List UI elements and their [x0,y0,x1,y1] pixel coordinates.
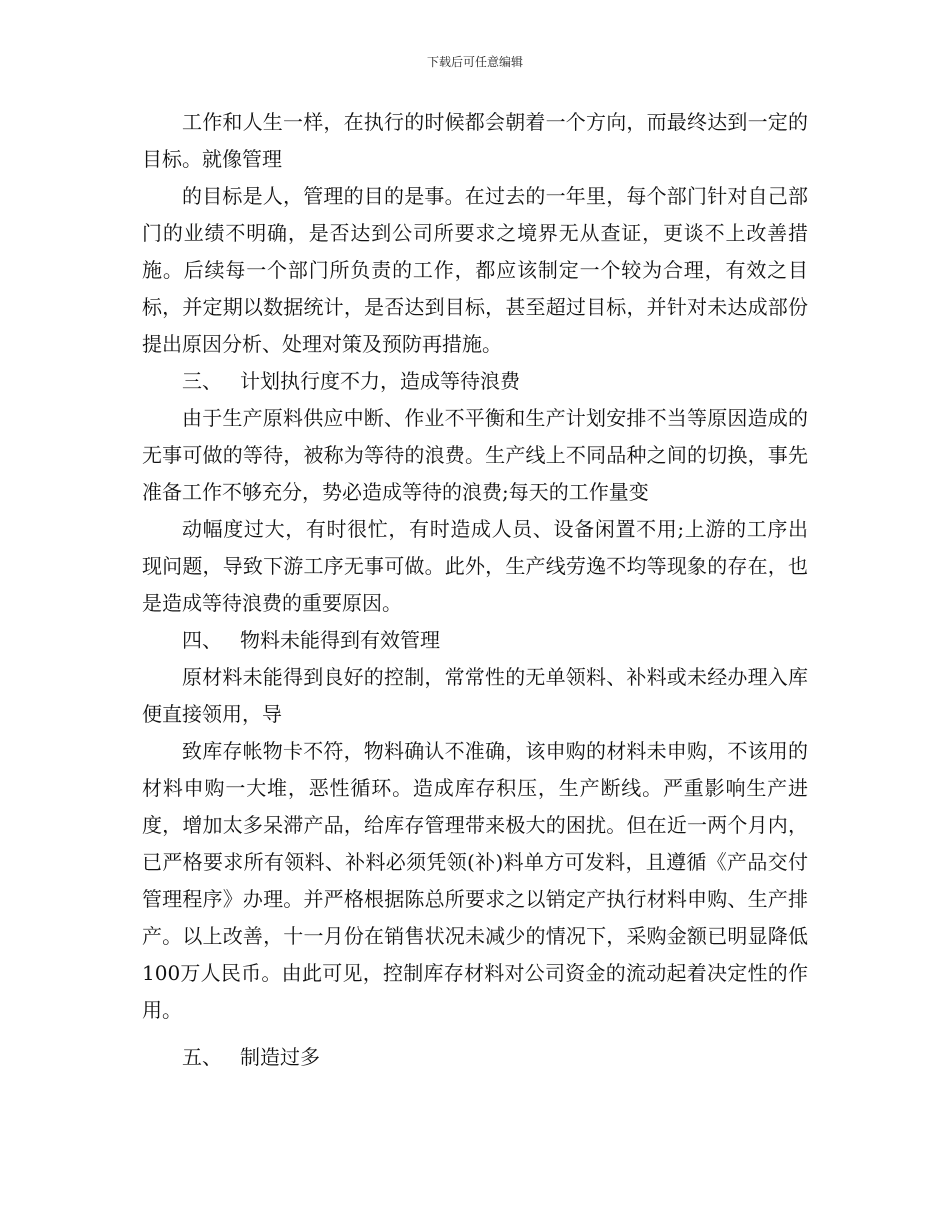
page-header: 下载后可任意编辑 [426,55,523,69]
paragraph-inventory-mismatch: 致库存帐物卡不符，物料确认不准确，该申购的材料未申购，不该用的材料申购一大堆，恶性循环。造成库存积压，生产断线。严重影响生产进度，增加太多呆滞产品，给库存管理带来极大的困扰。但在近一两个月内，已严格要求所有领料、补料必须凭领(补)料单方可发料，且遵循《产品交付管理程序》办理。并严格根据陈总所要求之以销定产执行材料申购、生产排产。以上改善，十一月份在销售状况未减少的情况下，采购金额已明显降低100万人民币。由此可见，控制库存材料对公司资金的流动起着决定性的作用。 [142,739,808,1022]
section-title: 制造过多 [240,1045,320,1069]
section-number: 三、 [182,369,222,393]
section-heading-4 [142,622,808,659]
paragraph-goal-management: 的目标是人，管理的目的是事。在过去的一年里，每个部门针对自己部门的业绩不明确，是否达到公司所要求之境界无从查证，更谈不上改善措施。后续每一个部门所负责的工作，都应该制定一个较为合理，有效之目标，并定期以数据统计，是否达到目标，甚至超过目标，并针对未达成部份提出原因分析、处理对策及预防再措施。 [142,184,808,356]
section-number: 四、 [182,628,222,652]
paragraph-waiting-waste: 由于生产原料供应中断、作业不平衡和生产计划安排不当等原因造成的无事可做的等待，被称为等待的浪费。生产线上不同品种之间的切换，事先准备工作不够充分，势必造成等待的浪费;每天的工作量变 [142,406,808,504]
paragraph-workload-fluctuation: 动幅度过大，有时很忙，有时造成人员、设备闲置不用;上游的工序出现问题，导致下游工序无事可做。此外，生产线劳逸不均等现象的存在，也是造成等待浪费的重要原因。 [142,517,808,615]
paragraph-material-control: 原材料未能得到良好的控制，常常性的无单领料、补料或未经办理入库便直接领用，导 [142,665,808,726]
section-heading-5 [142,1039,808,1076]
section-heading-3 [142,363,808,400]
document-body [142,104,808,1076]
section-number: 五、 [182,1045,222,1069]
paragraph-goal-intro: 工作和人生一样，在执行的时候都会朝着一个方向，而最终达到一定的目标。就像管理 [142,110,808,171]
section-title: 物料未能得到有效管理 [240,628,440,652]
section-title: 计划执行度不力，造成等待浪费 [240,369,520,393]
